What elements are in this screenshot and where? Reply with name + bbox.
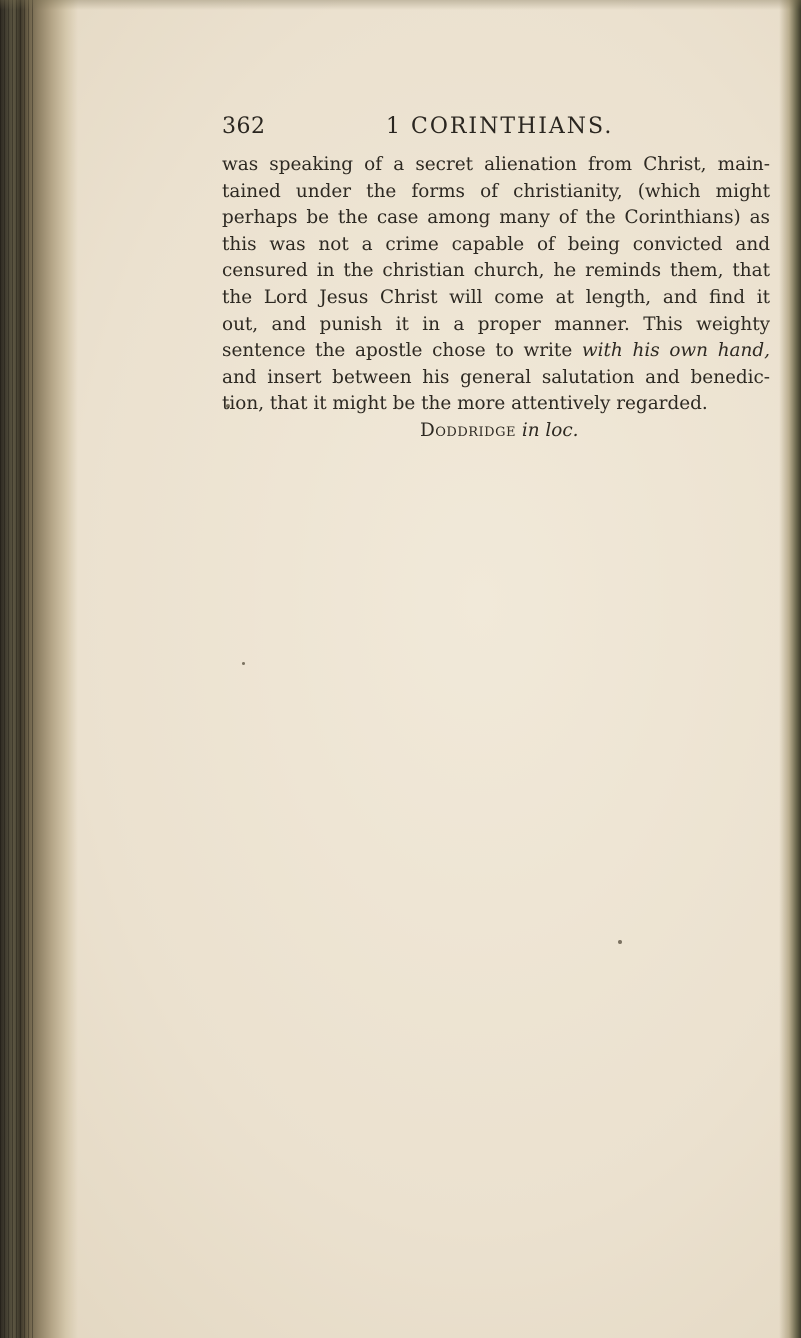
text-line: tained under the forms of christianity, (which might xyxy=(222,180,770,202)
running-title: 1 CORINTHIANS. xyxy=(386,114,614,139)
text-line: was speaking of a secret alienation from Christ, main- xyxy=(222,154,770,175)
text-line-with-italic xyxy=(222,338,770,365)
attribution-name: Doddridge xyxy=(420,419,516,441)
ink-speck xyxy=(618,940,622,944)
binding-texture xyxy=(0,0,36,1338)
text-line: censured in the christian church, he reminds them, that xyxy=(222,260,770,282)
text-line: tion, that it might be the more attentively regarded. xyxy=(222,393,708,415)
ink-speck xyxy=(242,662,245,665)
text-line: and insert between his general salutation and benedic- xyxy=(222,366,770,388)
text-line: this was not a crime capable of being convicted and xyxy=(222,233,770,255)
attribution-reference: in loc. xyxy=(521,419,579,441)
top-page-edge xyxy=(0,0,801,10)
page-header xyxy=(222,114,722,148)
text-run: sentence the apostle chose to write xyxy=(222,340,582,362)
right-page-edge xyxy=(779,0,801,1338)
attribution xyxy=(222,418,770,445)
italic-phrase: with his own hand, xyxy=(581,340,770,362)
body-text xyxy=(222,152,770,445)
text-line: the Lord Jesus Christ will come at length, and find it xyxy=(222,286,770,308)
text-line: perhaps be the case among many of the Corinthians) as xyxy=(222,207,770,229)
page-number: 362 xyxy=(222,114,266,139)
text-line: out, and punish it in a proper manner. This weighty xyxy=(222,313,770,335)
